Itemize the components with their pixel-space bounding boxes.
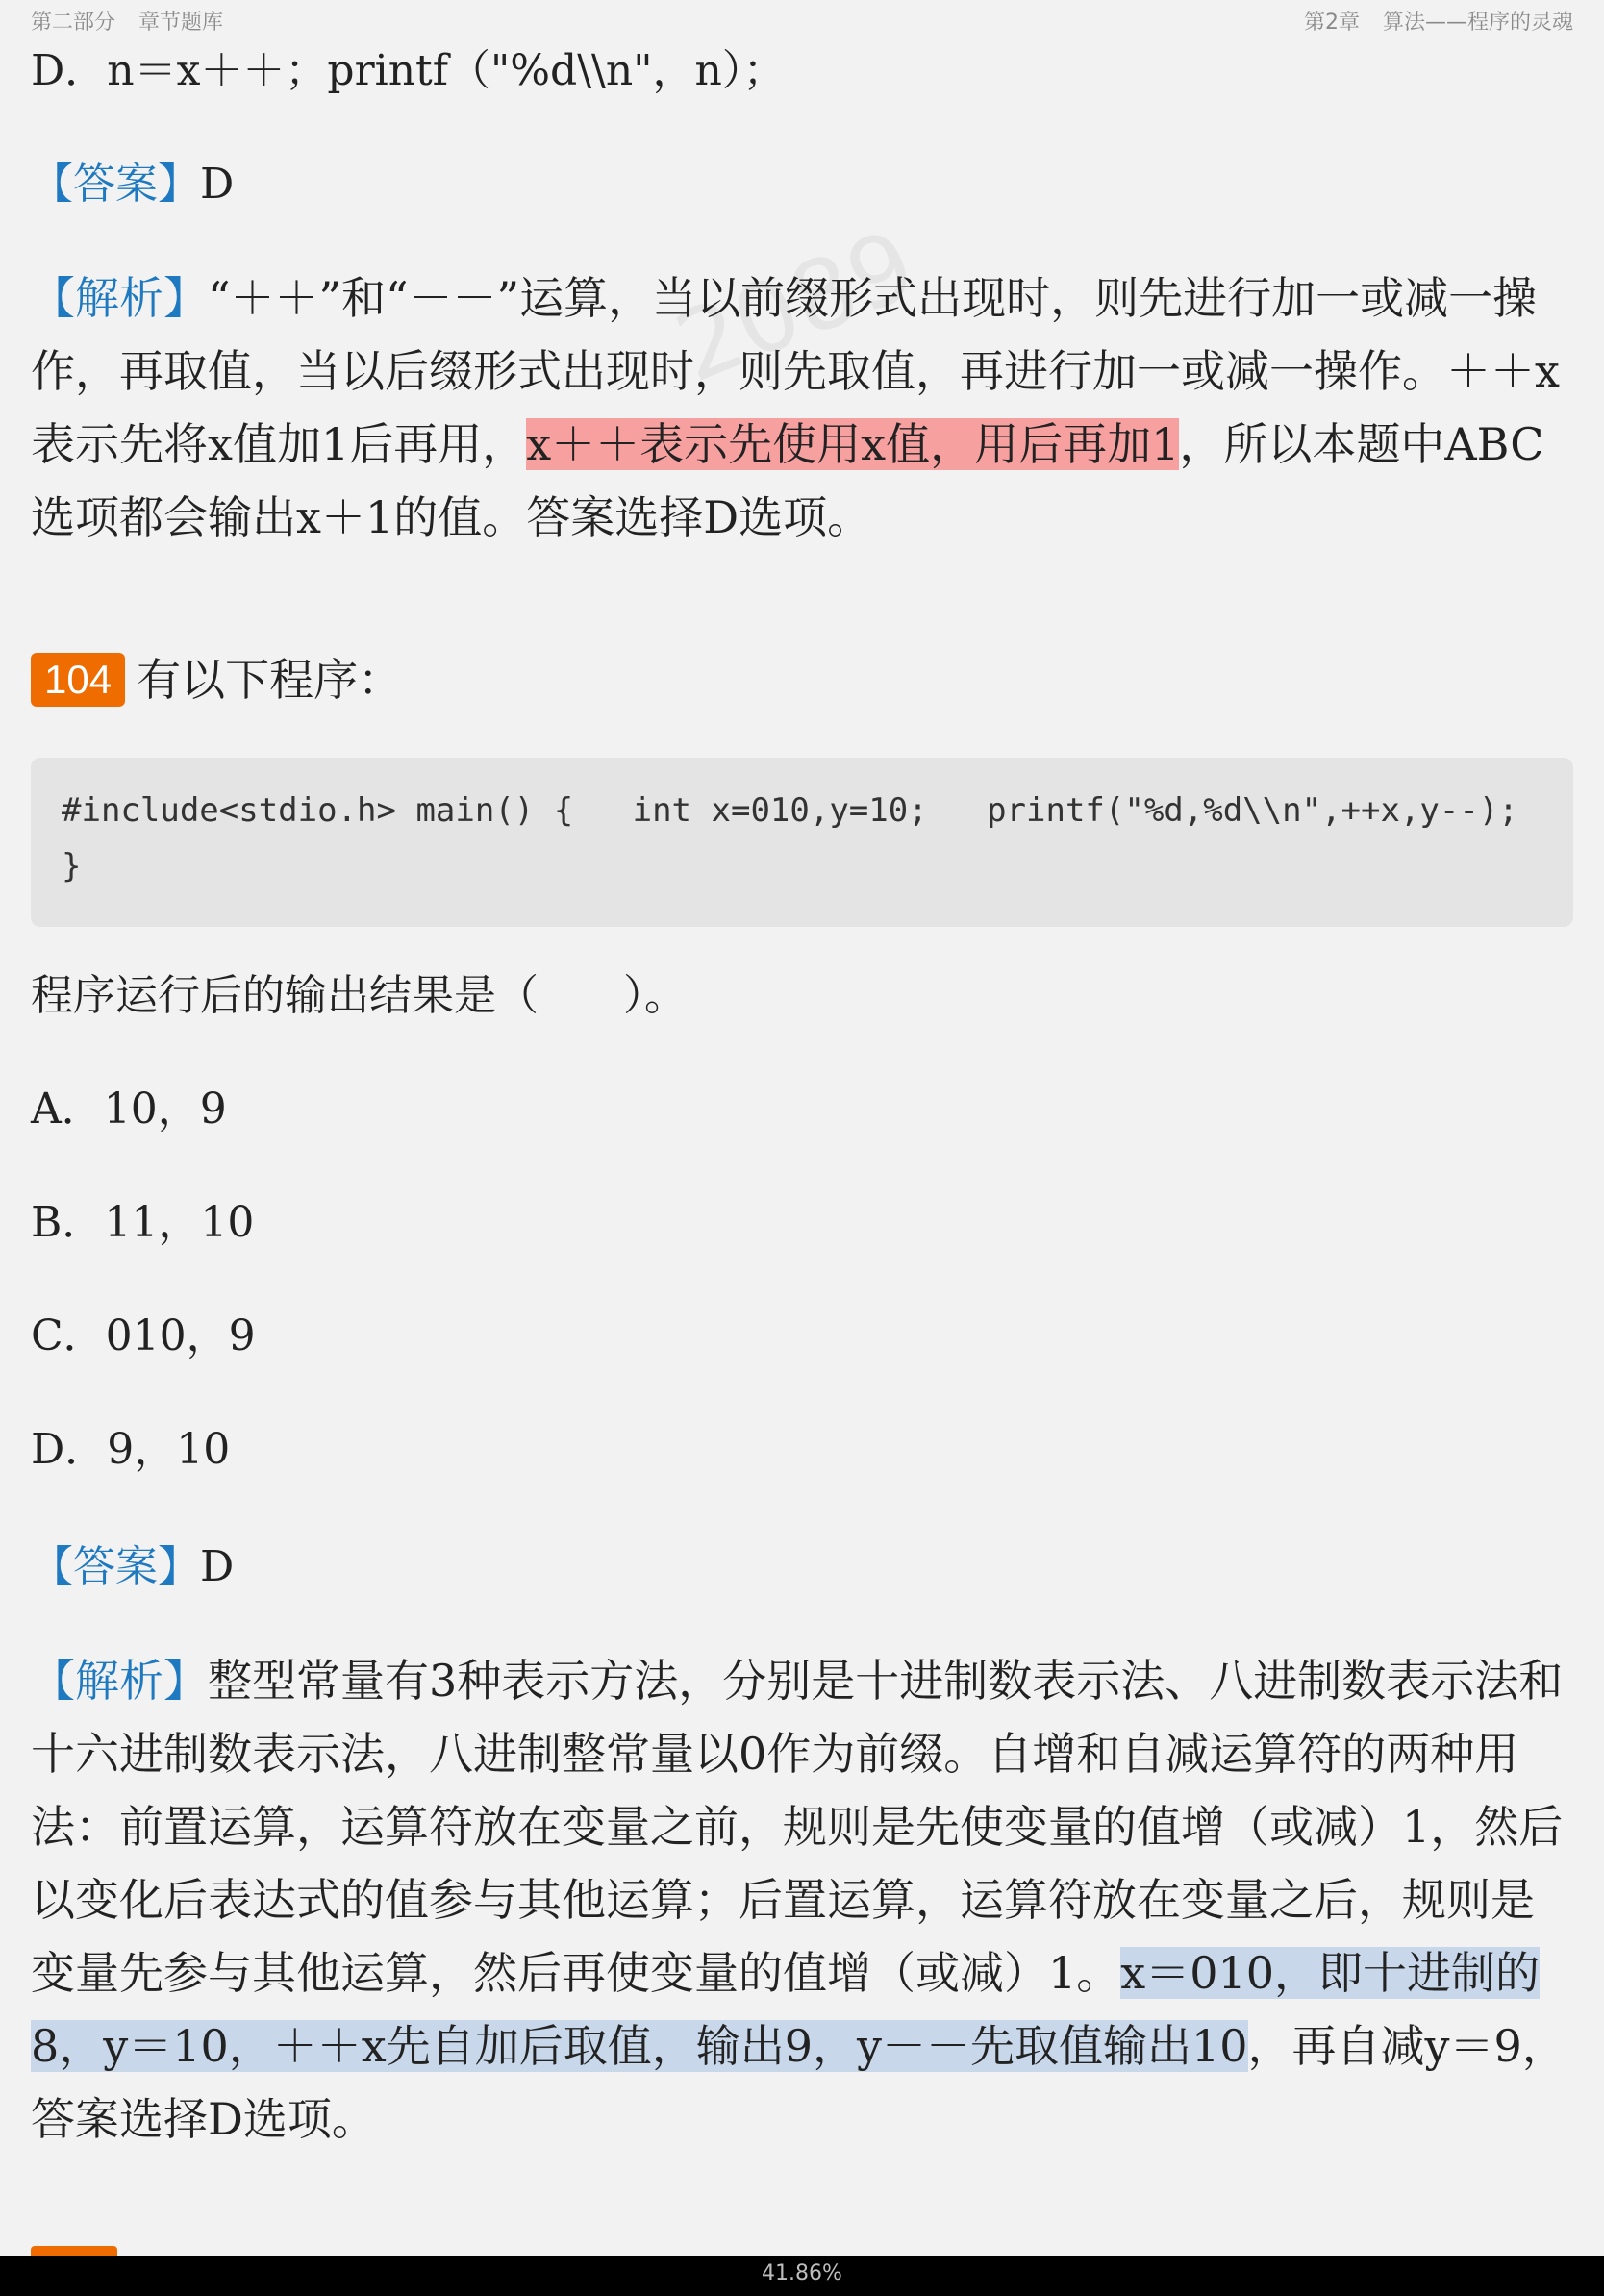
analysis-text-end: ，所以本题中ABC选项都会输出x＋1的值。答案选择D选项。	[31, 418, 1544, 543]
prev-option-d: D．n＝x＋＋；printf（"%d\\n"，n）；	[31, 46, 786, 95]
analysis-text-end: ，再自减y＝9，答案选择D选项。	[31, 2020, 1566, 2145]
analysis-highlight[interactable]: x＝010，即十进制的8，y＝10，＋＋x先自加后取值，输出9，y－－先取值输出10	[31, 1947, 1541, 2072]
question-heading	[31, 640, 402, 716]
answer-tag: 【答案】	[31, 1542, 200, 1591]
header-chapter-title: 算法——程序的灵魂	[1382, 11, 1573, 35]
analysis-highlight[interactable]: x＋＋表示先使用x值，用后再加1	[526, 418, 1180, 470]
answer-tag: 【答案】	[31, 160, 200, 209]
analysis-tag: 【解析】	[31, 272, 208, 324]
header-chapter	[1304, 6, 1573, 36]
answer-value: D	[200, 1542, 235, 1591]
header-chapter-number: 第2章	[1303, 11, 1360, 35]
code-block: #include<stdio.h> main() { int x=010,y=10; printf("%d,%d\\n",++x,y--); }	[31, 758, 1573, 927]
option-b: B．11，10	[31, 1198, 255, 1247]
question-prompt: 程序运行后的输出结果是（ ）。	[31, 971, 687, 1020]
page-header	[0, 0, 1604, 38]
answer-value: D	[200, 160, 235, 209]
analysis-text: “＋＋”和“－－”运算，当以前缀形式出现时，则先进行加一或减一操作，再取值，当以后缀形式出现时，则先取值，再进行加一或减一操作。＋＋x表示先将x值加1后再用，	[31, 272, 1560, 470]
question-analysis	[31, 1644, 1573, 2156]
prev-analysis	[31, 262, 1573, 554]
prev-answer	[31, 148, 234, 221]
question-number-badge: 104	[31, 653, 125, 707]
header-breadcrumb	[31, 6, 223, 36]
next-question-badge-edge	[31, 2246, 117, 2256]
header-section: 章节题库	[138, 11, 224, 35]
question-title: 有以下程序：	[137, 653, 403, 706]
question-answer	[31, 1531, 234, 1604]
reading-progress-label: 41.86%	[762, 2261, 842, 2285]
option-c: C．010，9	[31, 1311, 256, 1360]
watermark: 2089	[661, 208, 931, 405]
header-part: 第二部分	[31, 11, 116, 35]
analysis-text: 整型常量有3种表示方法，分别是十进制数表示法、八进制数表示法和十六进制数表示法，八进制整常量以0作为前缀。自增和自减运算符的两种用法：前置运算，运算符放在变量之前，规则是先使变量的值增（或减）1，然后以变化后表达式的值参与其他运算；后置运算，运算符放在变量之后，规则是变量先参与其他运算，然后再使变量的值增（或减）1。	[31, 1655, 1564, 1999]
reading-progress-bar	[0, 2256, 1604, 2296]
option-d: D．9，10	[31, 1425, 231, 1474]
analysis-tag: 【解析】	[31, 1655, 208, 1707]
option-a: A．10，9	[31, 1085, 227, 1134]
